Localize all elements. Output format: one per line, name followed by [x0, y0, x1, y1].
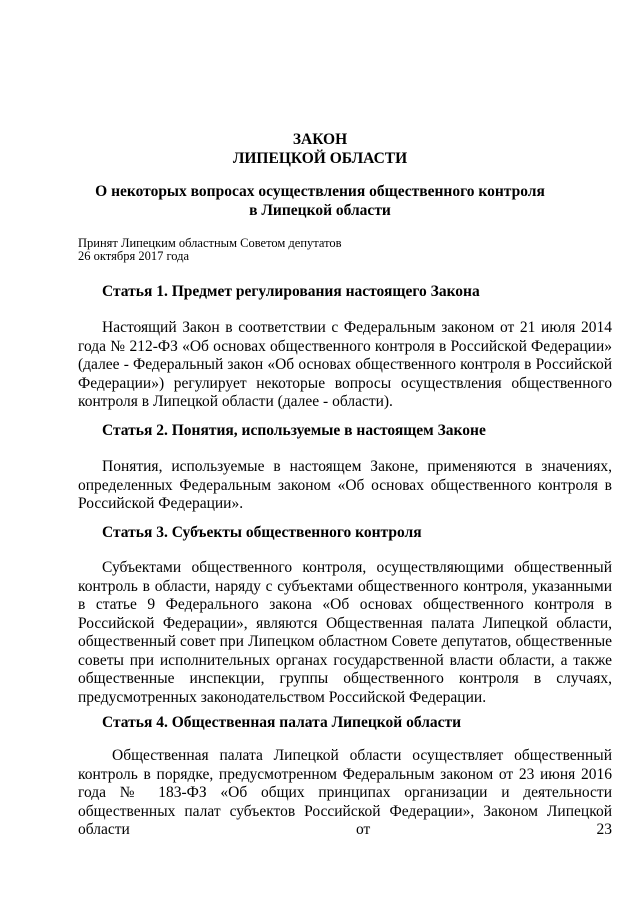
- adoption-note: [78, 237, 342, 263]
- article-4-title: Статья 4. Общественная палата Липецкой области: [102, 714, 462, 731]
- article-3-body: Субъектами общественного контроля, осуществляющими общественный контроль в области, наряду с субъектами общественного контроля, указанными в статье 9 Федерального закона «Об основах общественного контроля в Российской Федерации», являются Общественная палата Липецкой области, общественный совет при Липецком областном Совете депутатов, общественные советы при исполнительных органах государственной власти области, а также общественные инспекции, группы общественного контроля в случаях, предусмотренных законодательством Российской Федерации.: [78, 559, 612, 706]
- article-3-title: Статья 3. Субъекты общественного контроля: [102, 524, 422, 541]
- law-title-line-1: О некоторых вопросах осуществления общественного контроля: [95, 183, 545, 200]
- adoption-body: Принят Липецким областным Советом депутатов: [78, 236, 342, 250]
- adoption-date: 26 октября 2017 года: [78, 249, 190, 263]
- law-word: ЗАКОН: [292, 131, 348, 148]
- law-header: [0, 130, 640, 168]
- article-2-body: Понятия, используемые в настоящем Законе, применяются в значениях, определенных Федеральным законом «Об основах общественного контроля в Российской Федерации».: [78, 458, 612, 512]
- law-title: [0, 182, 640, 220]
- article-1-body: Настоящий Закон в соответствии с Федеральным законом от 21 июля 2014 года № 212-ФЗ «Об основах общественного контроля в Российской Федерации» (далее - Федеральный закон «Об основах общественного контроля в Российской Федерации») регулирует некоторые вопросы осуществления общественного контроля в Липецкой области (далее - области).: [78, 319, 612, 410]
- region-name: ЛИПЕЦКОЙ ОБЛАСТИ: [232, 150, 408, 167]
- article-1-title: Статья 1. Предмет регулирования настоящего Закона: [102, 283, 480, 300]
- article-4-body: Общественная палата Липецкой области осуществляет общественный контроль в порядке, предусмотренном Федеральным законом от 23 июня 2016 года № 183-ФЗ «Об общих принципах организации и деятельности общественных палат субъектов Российской Федерации», Законом Липецкой области от 23: [78, 747, 612, 838]
- law-title-line-2: в Липецкой области: [249, 202, 391, 219]
- article-2-title: Статья 2. Понятия, используемые в настоящем Законе: [102, 422, 486, 439]
